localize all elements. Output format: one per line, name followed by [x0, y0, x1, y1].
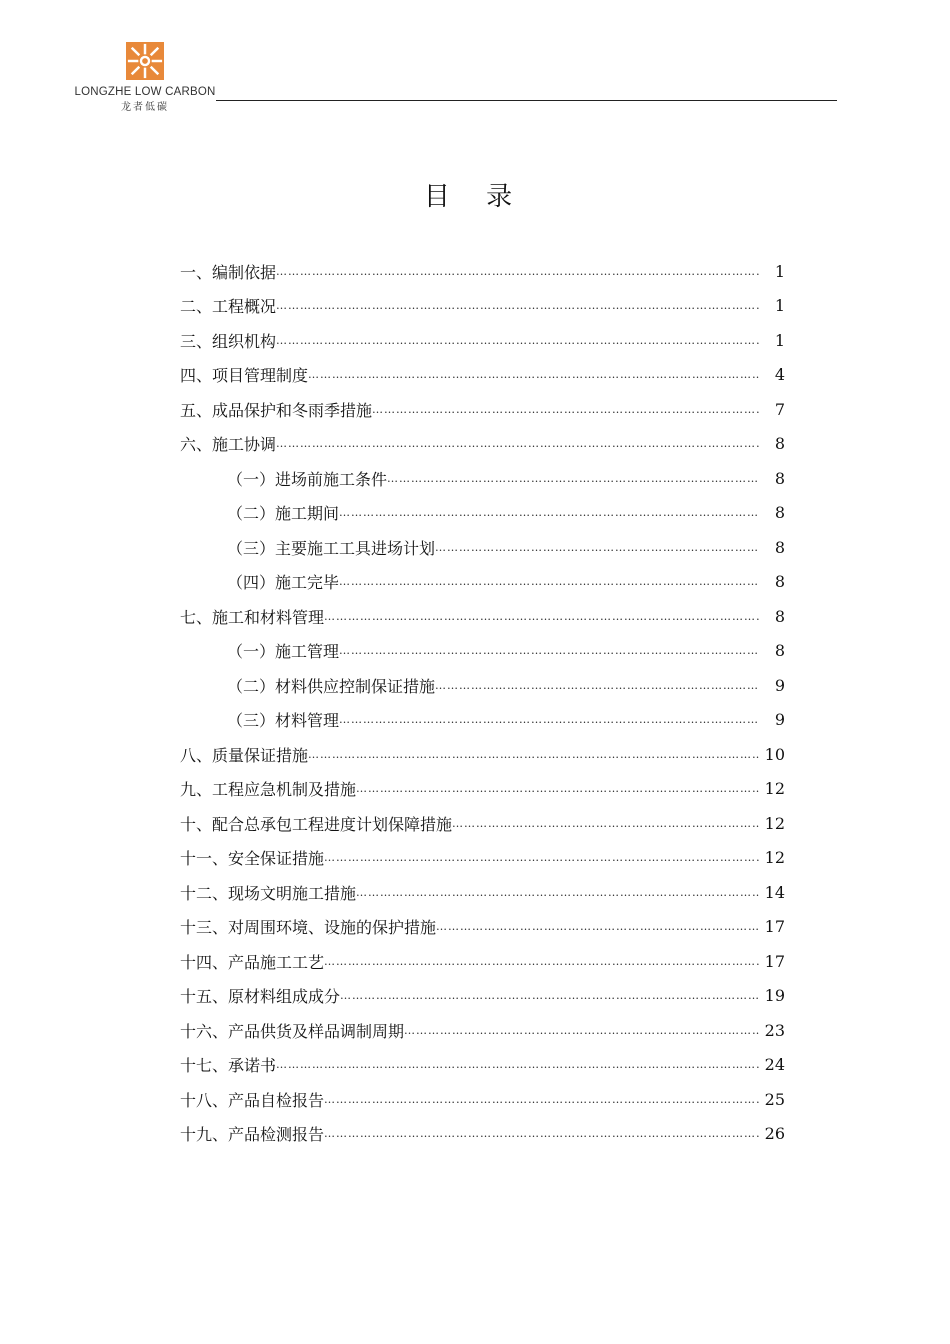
- toc-entry[interactable]: [180, 599, 785, 634]
- toc-entry-label: 九、工程应急机制及措施: [180, 780, 357, 800]
- toc-entry-label: 十五、原材料组成成分: [180, 987, 341, 1007]
- toc-entry[interactable]: [180, 979, 785, 1014]
- toc-dot-leader: [339, 575, 759, 588]
- toc-entry-label: 五、成品保护和冬雨季措施: [180, 400, 373, 420]
- toc-entry[interactable]: [180, 323, 785, 358]
- toc-entry-label: 二、工程概况: [180, 297, 277, 317]
- toc-entry[interactable]: [180, 1013, 785, 1048]
- toc-dot-leader: [324, 955, 759, 968]
- toc-dot-leader: [404, 1024, 759, 1037]
- toc-dot-leader: [276, 1058, 759, 1071]
- toc-dot-leader: [276, 299, 759, 312]
- toc-entry-page: 24: [764, 1055, 785, 1075]
- toc-entry-label: 十九、产品检测报告: [180, 1125, 325, 1145]
- toc-entry-label: 一、编制依据: [180, 262, 277, 282]
- toc-entry-label: 六、施工协调: [180, 435, 277, 455]
- toc-entry[interactable]: [180, 1048, 785, 1083]
- logo-chinese-text: 龙者低碳: [121, 102, 169, 113]
- toc-entry-page: 8: [774, 468, 785, 488]
- toc-dot-leader: [276, 265, 759, 278]
- toc-entry-page: 1: [774, 330, 785, 350]
- toc-entry[interactable]: [180, 737, 785, 772]
- company-logo: [70, 42, 220, 113]
- sun-logo-icon: [126, 42, 164, 80]
- toc-entry[interactable]: [180, 634, 785, 669]
- header-divider: [216, 100, 837, 101]
- toc-entry[interactable]: [180, 772, 785, 807]
- toc-entry-label: 十二、现场文明施工措施: [180, 883, 357, 903]
- toc-dot-leader: [340, 989, 759, 1002]
- toc-entry[interactable]: [180, 1117, 785, 1152]
- toc-entry-page: 14: [764, 882, 785, 902]
- toc-entry[interactable]: [180, 461, 785, 496]
- toc-entry-label: 七、施工和材料管理: [180, 607, 325, 627]
- toc-dot-leader: [387, 472, 759, 485]
- toc-dot-leader: [308, 368, 759, 381]
- toc-entry-page: 12: [764, 779, 785, 799]
- toc-entry-page: 12: [764, 848, 785, 868]
- toc-entry-page: 4: [774, 365, 785, 385]
- toc-dot-leader: [435, 679, 759, 692]
- toc-entry[interactable]: [180, 254, 785, 289]
- toc-entry[interactable]: [180, 565, 785, 600]
- toc-entry-label: （三）主要施工工具进场计划: [227, 538, 436, 558]
- toc-entry-label: （一）进场前施工条件: [227, 469, 388, 489]
- toc-entry-page: 1: [774, 296, 785, 316]
- toc-entry-label: 十六、产品供货及样品调制周期: [180, 1021, 405, 1041]
- toc-dot-leader: [276, 437, 759, 450]
- page-title: 目 录: [423, 182, 527, 212]
- toc-entry[interactable]: [180, 427, 785, 462]
- toc-dot-leader: [356, 886, 759, 899]
- toc-dot-leader: [276, 334, 759, 347]
- toc-entry-label: 十三、对周围环境、设施的保护措施: [180, 918, 437, 938]
- toc-entry[interactable]: [180, 289, 785, 324]
- toc-dot-leader: [356, 782, 759, 795]
- toc-entry[interactable]: [180, 1082, 785, 1117]
- toc-entry-page: 17: [764, 951, 785, 971]
- toc-dot-leader: [339, 506, 759, 519]
- toc-entry-page: 9: [774, 710, 785, 730]
- toc-entry[interactable]: [180, 668, 785, 703]
- logo-english-text: LONGZHE LOW CARBON: [74, 86, 216, 98]
- toc-entry-page: 26: [764, 1124, 785, 1144]
- toc-entry[interactable]: [180, 703, 785, 738]
- toc-entry[interactable]: [180, 392, 785, 427]
- toc-entry-page: 7: [774, 399, 785, 419]
- toc-entry-page: 17: [764, 917, 785, 937]
- toc-entry-page: 9: [774, 675, 785, 695]
- toc-dot-leader: [436, 920, 759, 933]
- toc-dot-leader: [324, 1093, 759, 1106]
- toc-entry-label: 八、质量保证措施: [180, 745, 309, 765]
- toc-entry-page: 8: [774, 503, 785, 523]
- toc-dot-leader: [308, 748, 759, 761]
- toc-entry-page: 25: [764, 1089, 785, 1109]
- toc-entry-label: 四、项目管理制度: [180, 366, 309, 386]
- toc-entry[interactable]: [180, 496, 785, 531]
- toc-entry[interactable]: [180, 806, 785, 841]
- toc-entry[interactable]: [180, 358, 785, 393]
- toc-entry-page: 8: [774, 606, 785, 626]
- toc-entry-label: （三）材料管理: [227, 711, 340, 731]
- table-of-contents: [180, 254, 785, 1151]
- toc-entry-page: 10: [764, 744, 785, 764]
- toc-dot-leader: [372, 403, 759, 416]
- toc-entry-label: 十、配合总承包工程进度计划保障措施: [180, 814, 453, 834]
- toc-entry-label: （二）材料供应控制保证措施: [227, 676, 436, 696]
- toc-entry-label: （四）施工完毕: [227, 573, 340, 593]
- toc-entry[interactable]: [180, 530, 785, 565]
- toc-dot-leader: [452, 817, 759, 830]
- toc-dot-leader: [435, 541, 759, 554]
- toc-dot-leader: [339, 644, 759, 657]
- toc-entry-page: 23: [764, 1020, 785, 1040]
- toc-entry[interactable]: [180, 910, 785, 945]
- toc-entry-label: 十八、产品自检报告: [180, 1090, 325, 1110]
- toc-entry[interactable]: [180, 841, 785, 876]
- toc-dot-leader: [324, 1127, 759, 1140]
- toc-entry-page: 8: [774, 537, 785, 557]
- toc-entry-label: 十一、安全保证措施: [180, 849, 325, 869]
- toc-entry-label: 十七、承诺书: [180, 1056, 277, 1076]
- toc-dot-leader: [324, 851, 759, 864]
- toc-entry[interactable]: [180, 944, 785, 979]
- toc-entry-label: 十四、产品施工工艺: [180, 952, 325, 972]
- toc-dot-leader: [339, 713, 759, 726]
- toc-entry-page: 1: [774, 261, 785, 281]
- toc-entry-label: （一）施工管理: [227, 642, 340, 662]
- toc-entry-label: 三、组织机构: [180, 331, 277, 351]
- toc-entry-label: （二）施工期间: [227, 504, 340, 524]
- toc-entry-page: 8: [774, 641, 785, 661]
- toc-entry[interactable]: [180, 875, 785, 910]
- toc-dot-leader: [324, 610, 759, 623]
- toc-entry-page: 8: [774, 434, 785, 454]
- toc-entry-page: 8: [774, 572, 785, 592]
- toc-entry-page: 12: [764, 813, 785, 833]
- toc-entry-page: 19: [764, 986, 785, 1006]
